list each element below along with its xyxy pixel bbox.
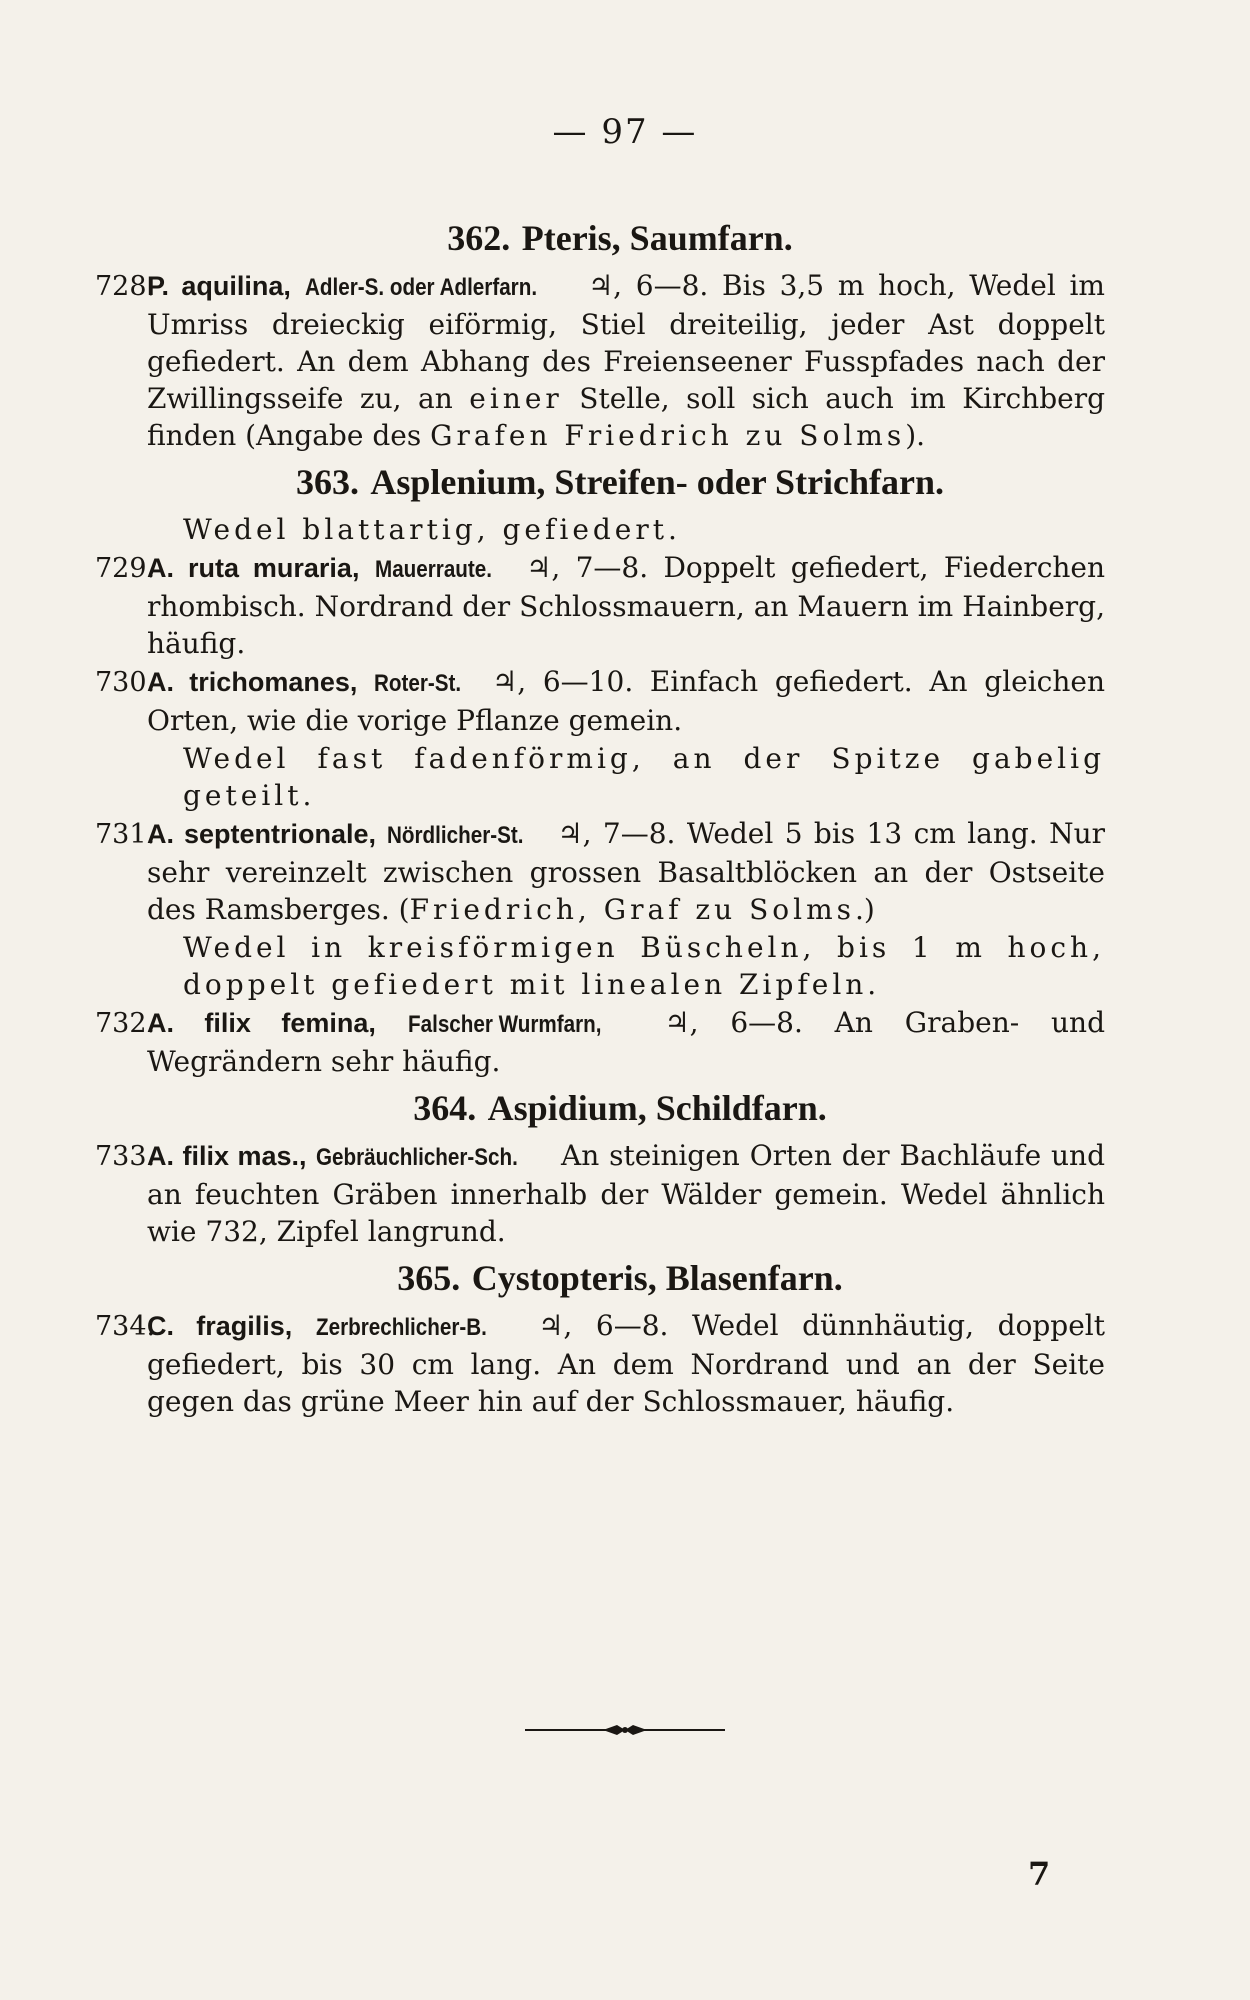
entry-number: 732.: [95, 1008, 156, 1039]
common-name: Roter-St.: [374, 670, 462, 697]
page-number: — 97 —: [552, 112, 698, 152]
entry-text: ♃, 6—8. An Graben- und Wegrändern sehr häufig.: [147, 1006, 1105, 1078]
species-name: A. filix mas.,: [147, 1141, 307, 1171]
entry-number: 734.: [95, 1311, 156, 1342]
genus-heading-aspidium: [135, 1086, 1105, 1131]
entry-number: 729.: [95, 553, 156, 584]
genus-name: Aspidium, Schildfarn.: [487, 1088, 827, 1128]
entry-spaced-text: Friedrich, Graf zu Solms: [409, 893, 856, 926]
genus-heading-pteris: [135, 216, 1105, 261]
species-name: A. filix femina,: [147, 1008, 376, 1038]
entry-spaced-text: Grafen Friedrich zu Solms: [430, 419, 906, 452]
entry-text: ♃, 6—8. Bis 3,5 m hoch, Wedel im Umriss dreieckig eiförmig, Stiel dreiteilig, jeder Ast doppelt gefiedert. An dem Abhang des Freienseener Fusspfades nach der Zwillingsseife zu, an: [147, 269, 1105, 415]
common-name: Mauerraute.: [374, 556, 492, 583]
common-name: Gebräuchlicher-Sch.: [316, 1144, 519, 1171]
entry-spaced-text: einer: [469, 382, 563, 415]
species-name: P. aquilina,: [147, 271, 291, 301]
group-note: Wedel blattartig, gefiedert.: [183, 513, 681, 546]
entry-text: Stelle, soll sich auch im Kirchberg finden (Angabe des: [147, 382, 1106, 452]
common-name: Zerbrechlicher-B.: [315, 1314, 487, 1341]
group-note: Wedel in kreisförmigen Büscheln, bis 1 m hoch, doppelt gefiedert mit linealen Zipfeln.: [183, 931, 1105, 1001]
species-name: A. septentrionale,: [147, 819, 377, 849]
ornament-rule-icon: [525, 1720, 725, 1740]
common-name: Adler-S. oder Adlerfarn.: [304, 274, 537, 301]
end-ornament: [0, 1720, 1250, 1744]
entry-text: ♃, 6—8. Wedel dünnhäutig, doppelt gefiedert, bis 30 cm lang. An dem Nordrand und an der Seite gegen das grüne Meer hin auf der Schlossmauer, häufig.: [147, 1309, 1106, 1418]
entry-text: .): [855, 893, 875, 926]
species-name: C. fragilis,: [147, 1311, 293, 1341]
species-entry-734: [95, 1307, 1105, 1420]
group-note: Wedel fast fadenförmig, an der Spitze gabelig geteilt.: [183, 742, 1105, 812]
entry-text: ).: [905, 419, 926, 452]
genus-number: 363.: [295, 462, 359, 502]
page-content: [95, 210, 1105, 1421]
entry-text: ♃, 6—10. Einfach gefiedert. An gleichen Orten, wie die vorige Pflanze gemein.: [147, 665, 1106, 737]
entry-number: 728.: [95, 271, 156, 302]
species-entry-731: [95, 815, 1105, 928]
entry-number: 731.: [95, 819, 156, 850]
printer-signature: 7: [1028, 1855, 1051, 1893]
genus-number: 365.: [397, 1258, 461, 1298]
genus-name: Asplenium, Streifen- oder Strichfarn.: [370, 462, 945, 502]
common-name: Falscher Wurmfarn,: [407, 1011, 602, 1038]
genus-name: Cystopteris, Blasenfarn.: [471, 1258, 843, 1298]
species-entry-730: [95, 663, 1105, 739]
species-entry-729: [95, 549, 1105, 662]
genus-heading-asplenium: [135, 460, 1105, 505]
genus-name: Pteris, Saumfarn.: [521, 218, 793, 258]
species-entry-728: [95, 267, 1105, 454]
genus-number: 364.: [413, 1088, 477, 1128]
entry-number: 730.: [95, 667, 156, 698]
species-name: A. trichomanes,: [147, 667, 358, 697]
species-name: A. ruta muraria,: [147, 553, 360, 583]
entry-text: ♃, 7—8. Wedel 5 bis 13 cm lang. Nur sehr vereinzelt zwischen grossen Basaltblöcken an der Ostseite des Ramsberges. (: [147, 817, 1105, 926]
species-entry-732: [95, 1004, 1105, 1080]
genus-number: 362.: [447, 218, 511, 258]
common-name: Nördlicher-St.: [387, 822, 524, 849]
entry-number: 733.: [95, 1141, 156, 1172]
genus-heading-cystopteris: [135, 1256, 1105, 1301]
entry-text: An steinigen Orten der Bachläufe und an feuchten Gräben innerhalb der Wälder gemein. Wedel ähnlich wie 732, Zipfel langrund.: [147, 1139, 1106, 1248]
entry-text: ♃, 7—8. Doppelt gefiedert, Fiederchen rhombisch. Nordrand der Schlossmauern, an Mauern im Hainberg, häufig.: [147, 551, 1106, 660]
species-entry-733: [95, 1137, 1105, 1250]
